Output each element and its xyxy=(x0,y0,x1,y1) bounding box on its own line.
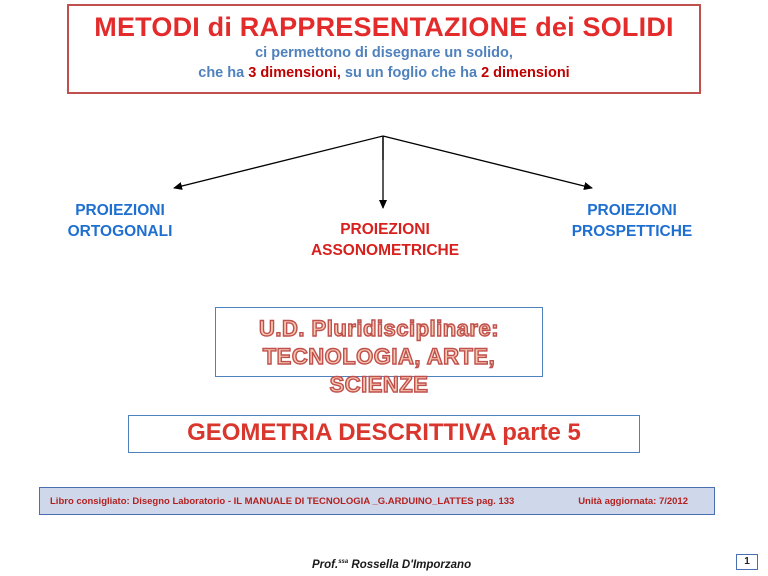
author-name: Rossella D'Imporzano xyxy=(348,559,472,571)
branch-prospettiche xyxy=(552,200,712,242)
author-credit xyxy=(312,559,471,571)
branch-assonometriche-line1: PROIEZIONI xyxy=(340,221,430,238)
ud-title: U.D. Pluridisciplinare: xyxy=(258,316,500,341)
author-sup: ssa xyxy=(338,559,349,566)
unit-updated: Unità aggiornata: 7/2012 xyxy=(578,496,688,507)
subtitle-highlight-3d: 3 dimensioni, xyxy=(248,65,341,81)
subtitle-line-1: ci permettono di disegnare un solido, xyxy=(255,45,513,61)
branch-ortogonali-line1: PROIEZIONI xyxy=(75,202,165,219)
subtitle-text-a: che ha xyxy=(198,65,249,81)
ud-box xyxy=(215,307,543,397)
subtitle-text-c: su un foglio che ha xyxy=(340,65,482,81)
branch-ortogonali-line2: ORTOGONALI xyxy=(67,223,173,240)
branch-assonometriche-line2: ASSONOMETRICHE xyxy=(310,242,460,259)
branch-prospettiche-line2: PROSPETTICHE xyxy=(571,223,693,240)
ud-subjects: TECNOLOGIA, ARTE, SCIENZE xyxy=(262,344,496,397)
arrow-left xyxy=(174,136,383,188)
arrow-right xyxy=(383,136,592,188)
branch-assonometriche xyxy=(285,219,485,261)
book-recommendation: Libro consigliato: Disegno Laboratorio - IL MANUALE DI TECNOLOGIA _G.ARDUINO_LATTES pag. 133 xyxy=(50,496,515,507)
author-prefix: Prof. xyxy=(312,559,339,571)
branch-prospettiche-line1: PROIEZIONI xyxy=(587,202,677,219)
slide-title: METODI di RAPPRESENTAZIONE dei SOLIDI xyxy=(94,12,674,42)
geometry-title: GEOMETRIA DESCRITTIVA parte 5 xyxy=(187,419,581,446)
subtitle-highlight-2d: 2 dimensioni xyxy=(481,65,570,81)
book-bar xyxy=(39,487,715,515)
branch-ortogonali xyxy=(50,200,190,242)
geometry-box xyxy=(128,415,640,453)
page-number: 1 xyxy=(736,554,758,570)
